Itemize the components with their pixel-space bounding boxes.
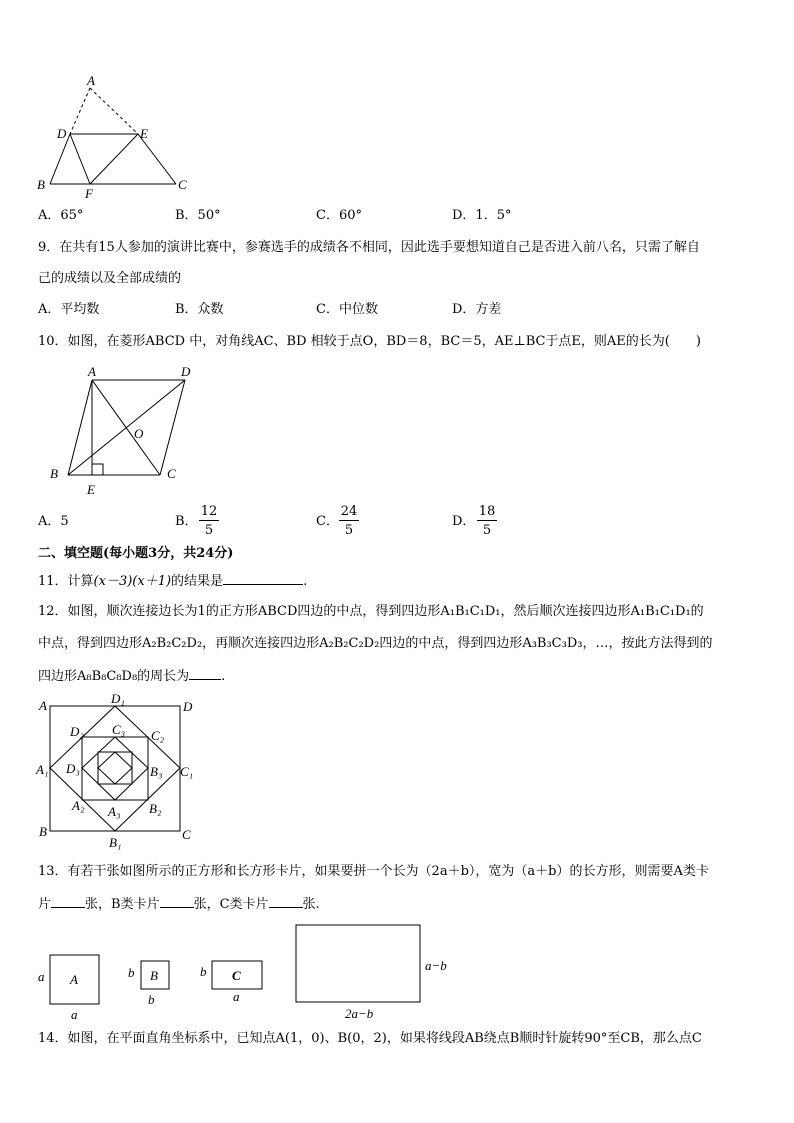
q12-line3-prefix: 四边形A₈B₈C₈D₈的周长为 [38, 669, 190, 684]
target-rectangle [296, 925, 420, 1002]
q13-stem-line1: 13．有若干张如图所示的正方形和长方形卡片，如果要拼一个长为（2a＋b），宽为（a＋b）的长方形，则需要A类卡 [38, 864, 709, 879]
label-A1: A₁ [36, 762, 49, 777]
q11-end: . [303, 574, 308, 589]
rect-side: a−b [425, 958, 447, 973]
label-C2: C₂ [151, 728, 165, 743]
q8-option-b: B．50° [175, 208, 221, 223]
q12-stem-line2: 中点，得到四边形A₂B₂C₂D₂，再顺次连接四边形A₂B₂C₂D₂四边的中点，得到四边形A₃B₃C₃D₃，…，按此方法得到的 [38, 636, 713, 651]
q10-stem: 10．如图，在菱形ABCD 中，对角线AC、BD 相较于点O，BD＝8，BC＝5，AE⊥BC于点E，则AE的长为( ) [38, 334, 701, 349]
card-b-bottom: b [148, 992, 155, 1007]
fraction-numerator: 12 [200, 504, 218, 519]
q8-triangle-figure [30, 72, 200, 200]
q10-option-b-prefix: B． [175, 514, 198, 529]
q11-stem [38, 572, 307, 590]
label-A2: A₂ [72, 798, 85, 813]
section-2-title: 二、填空题(每小题3分，共24分) [38, 546, 234, 561]
label-B1: B₁ [109, 835, 122, 850]
q9-stem-line2: 己的成绩以及全部成绩的 [38, 271, 182, 286]
q8-option-a: A．65° [38, 208, 84, 223]
fraction-numerator: 24 [340, 504, 358, 519]
card-a-side: a [38, 969, 45, 984]
fraction-denominator: 5 [204, 523, 214, 538]
q11-mid: 的结果是 [171, 574, 224, 589]
label-A: A [88, 364, 96, 379]
q12-stem-line1: 12．如图，顺次连接边长为1的正方形ABCD四边的中点，得到四边形A₁B₁C₁D₁，然后顺次连接四边形A₁B₁C₁D₁的 [38, 604, 704, 619]
fraction-numerator: 18 [478, 504, 496, 519]
q13-p2: 张，B类卡片 [85, 897, 160, 912]
label-B2: B₂ [149, 801, 162, 816]
label-D2: D₂ [70, 724, 84, 739]
label-C1: C₁ [180, 764, 194, 779]
label-A: A [39, 698, 47, 713]
q11-expression: (x－3)(x＋1) [93, 574, 172, 589]
label-B: B [37, 177, 45, 192]
q10-option-a: A．5 [38, 514, 69, 529]
q9-option-c: C．中位数 [316, 302, 378, 317]
q13-cards-figure [30, 918, 470, 1028]
label-B3: B₃ [150, 764, 163, 779]
card-b-side: b [128, 965, 135, 980]
card-a-bottom: a [71, 1007, 78, 1022]
label-D: D [181, 364, 191, 379]
card-c-bottom: a [233, 989, 240, 1004]
q10-option-c-prefix: C． [316, 514, 339, 529]
q9-option-b: B．众数 [175, 302, 224, 317]
q10-option-d-prefix: D． [452, 514, 476, 529]
label-B: B [39, 824, 47, 839]
q14-stem-line1: 14．如图，在平面直角坐标系中，已知点A(1，0)、B(0，2)，如果将线段AB绕点B顺时针旋转90°至CB，那么点C [38, 1031, 702, 1046]
card-b-label: B [150, 968, 158, 983]
label-E: E [140, 126, 148, 141]
label-C3: C₃ [112, 722, 126, 737]
label-D3: D₃ [66, 761, 80, 776]
q13-blank-c[interactable] [269, 895, 303, 908]
label-E: E [87, 482, 95, 497]
q11-prefix: 11．计算 [38, 574, 94, 589]
q12-line3-end: . [221, 669, 226, 684]
q9-option-a: A．平均数 [38, 302, 100, 317]
label-C: C [182, 827, 191, 842]
rect-bottom: 2a−b [345, 1006, 374, 1021]
q13-p1: 片 [38, 897, 52, 912]
q10-option-c-fraction [339, 504, 359, 538]
q9-stem-line1: 9．在共有15人参加的演讲比赛中，参赛选手的成绩各不相同，因此选手要想知道自己是否进入前八名，只需了解自 [38, 240, 700, 255]
q8-option-c: C．60° [316, 208, 362, 223]
q13-blank-a[interactable] [51, 895, 85, 908]
q10-rhombus-figure [40, 360, 210, 500]
label-A3: A₃ [108, 804, 121, 819]
fraction-denominator: 5 [482, 523, 492, 538]
q13-stem-line2 [38, 895, 320, 913]
label-F: F [85, 186, 93, 200]
card-c-side: b [200, 964, 207, 979]
label-A: A [87, 73, 95, 88]
q10-option-b-fraction [199, 504, 219, 538]
q13-p4: 张. [302, 897, 320, 912]
q13-p3: 张，C类卡片 [193, 897, 269, 912]
card-c-label: C [232, 968, 241, 983]
q12-nested-squares-figure [30, 690, 200, 850]
label-D: D [57, 126, 67, 141]
label-D1: D₁ [111, 691, 125, 706]
q9-option-d: D．方差 [452, 302, 502, 317]
label-B: B [50, 466, 58, 481]
label-C: C [167, 466, 176, 481]
q8-option-d: D．1．5° [452, 208, 512, 223]
fraction-denominator: 5 [344, 523, 354, 538]
q10-option-d-fraction [477, 504, 497, 538]
label-C: C [178, 177, 187, 192]
q12-answer-blank[interactable] [189, 667, 221, 680]
label-D: D [183, 699, 193, 714]
q13-blank-b[interactable] [160, 895, 194, 908]
card-a-label: A [70, 972, 78, 987]
q12-stem-line3 [38, 667, 225, 685]
label-O: O [134, 426, 144, 441]
q11-answer-blank[interactable] [223, 572, 303, 585]
